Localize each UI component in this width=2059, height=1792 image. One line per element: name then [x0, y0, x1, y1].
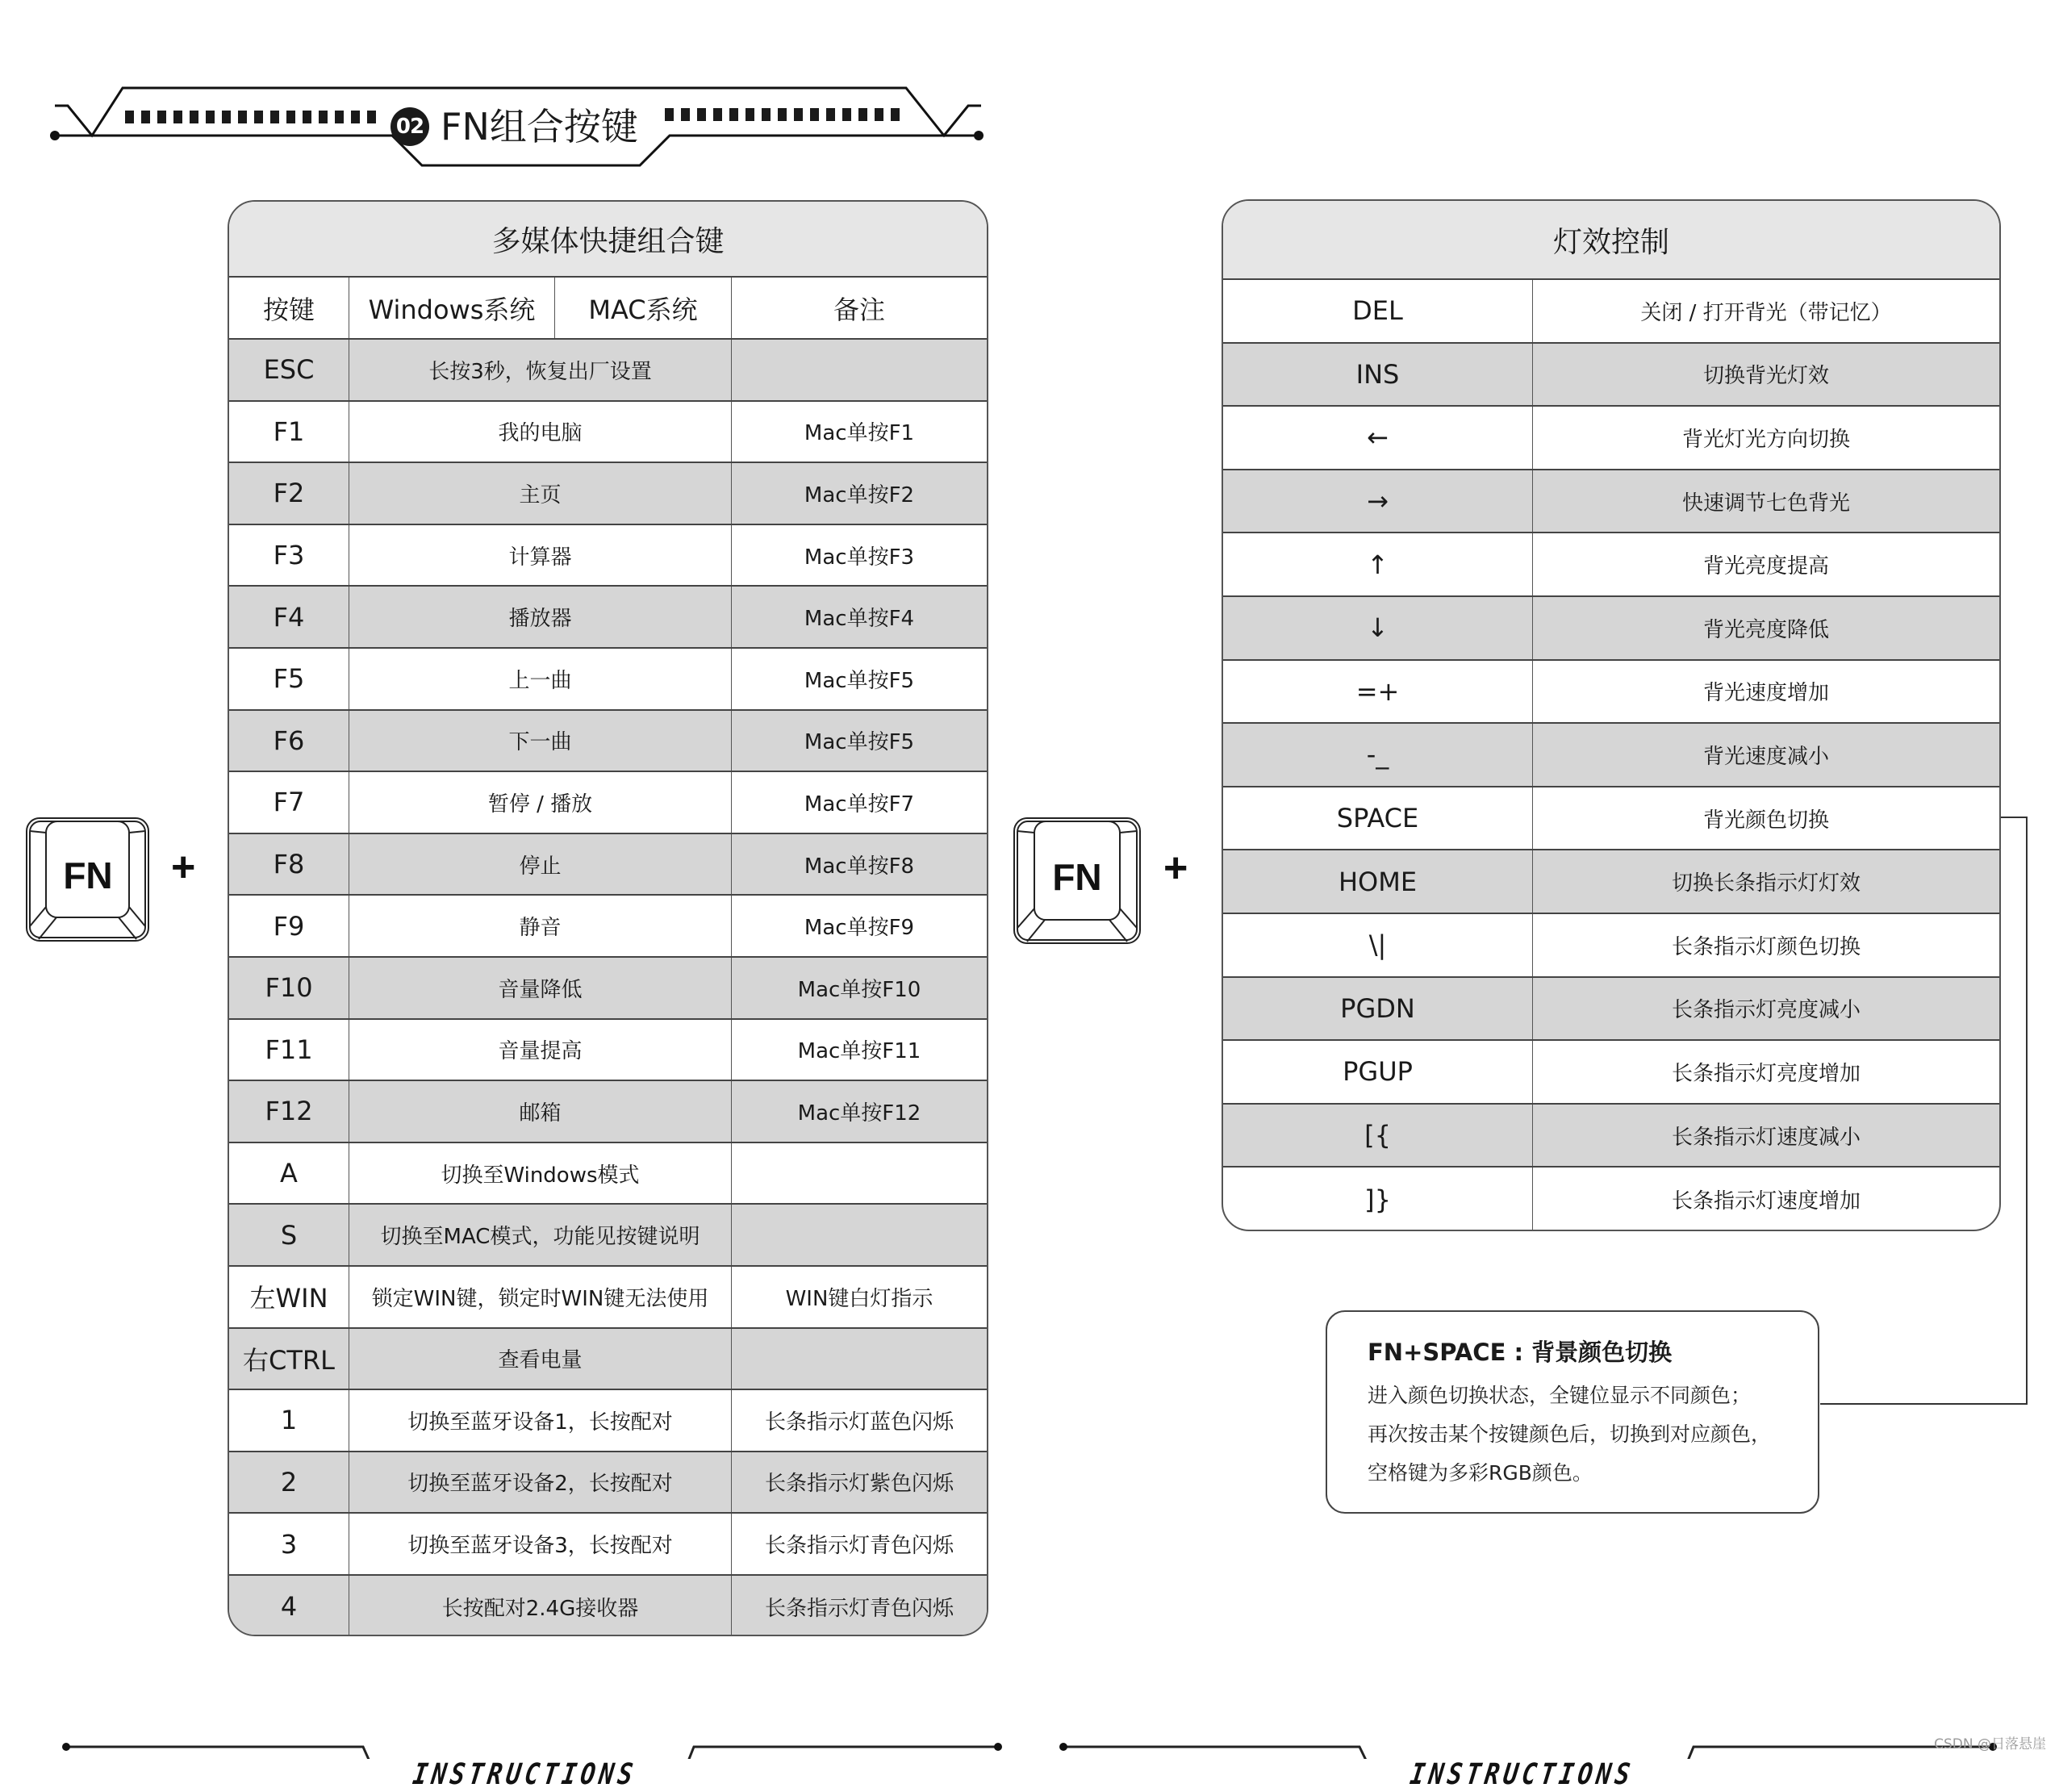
note-cell: 长条指示灯青色闪烁 — [764, 1534, 954, 1559]
key-cell: 1 — [229, 1390, 349, 1451]
function-cell: 切换至蓝牙设备1，长按配对 — [349, 1390, 732, 1451]
function-cell: 音量降低 — [349, 958, 732, 1018]
table-row — [229, 1452, 987, 1514]
note-cell — [732, 1205, 987, 1265]
table-row — [1223, 1105, 1999, 1168]
table-row — [1223, 850, 1999, 914]
key-cell: F2 — [229, 463, 349, 524]
function-cell: 长按配对2.4G接收器 — [349, 1576, 732, 1636]
key-cell: F11 — [229, 1020, 349, 1080]
page-title: FN组合按键 — [441, 105, 638, 148]
table-row — [229, 1020, 987, 1082]
note-cell: Mac单按F8 — [804, 854, 915, 879]
multimedia-shortcut-table — [228, 200, 988, 1636]
key-cell: → — [1223, 470, 1533, 533]
function-cell: 长条指示灯速度增加 — [1671, 1189, 1861, 1214]
fn-key-label: FN — [1052, 856, 1102, 898]
function-cell: 背光速度减小 — [1702, 744, 1829, 769]
table-row — [229, 402, 987, 464]
function-cell: 停止 — [349, 834, 732, 895]
function-cell: 下一曲 — [349, 711, 732, 771]
note-cell: Mac单按F2 — [804, 482, 915, 508]
table-row — [229, 1576, 987, 1636]
fn-key-icon — [1016, 820, 1138, 944]
function-cell: 切换至Windows模式 — [349, 1143, 732, 1204]
lighting-control-table — [1222, 199, 2001, 1231]
note-cell: Mac单按F12 — [797, 1101, 921, 1126]
note-cell: Mac单按F3 — [804, 545, 915, 570]
key-cell: 4 — [229, 1576, 349, 1636]
note-cell: Mac单按F9 — [804, 916, 915, 941]
key-cell: PGDN — [1223, 978, 1533, 1040]
table-row — [229, 711, 987, 773]
note-cell: Mac单按F4 — [804, 607, 915, 632]
callout-line: 空格键为多彩RGB颜色。 — [1368, 1461, 1593, 1485]
column-header-windows: Windows系统 — [349, 278, 555, 338]
note-cell — [732, 340, 987, 400]
function-cell: 主页 — [349, 463, 732, 524]
function-cell: 锁定WIN键，锁定时WIN键无法使用 — [349, 1267, 732, 1327]
function-cell: 背光亮度降低 — [1702, 617, 1829, 642]
key-cell: 左WIN — [229, 1267, 349, 1327]
function-cell: 关闭 / 打开背光（带记忆） — [1640, 300, 1892, 325]
key-cell: F10 — [229, 958, 349, 1018]
table-row — [229, 958, 987, 1020]
table-row — [1223, 1168, 1999, 1231]
footer-instructions-right: INSTRUCTIONS — [1408, 1757, 1636, 1792]
table-row — [229, 834, 987, 896]
note-cell: WIN键白灯指示 — [785, 1286, 933, 1311]
table-row — [229, 1267, 987, 1329]
function-cell: 背光亮度提高 — [1702, 554, 1829, 579]
function-cell: 音量提高 — [349, 1020, 732, 1080]
table-row — [229, 1081, 987, 1143]
key-cell: INS — [1223, 344, 1533, 406]
table-row — [229, 649, 987, 711]
key-cell: F3 — [229, 525, 349, 586]
table-row — [1223, 787, 1999, 851]
table-row — [1223, 470, 1999, 534]
table-row — [1223, 280, 1999, 344]
table-row — [229, 896, 987, 958]
table-row — [229, 340, 987, 402]
table-row — [1223, 407, 1999, 470]
fn-key-icon — [27, 818, 149, 942]
key-cell: DEL — [1223, 280, 1533, 342]
key-cell: ]} — [1223, 1168, 1533, 1231]
table-row — [229, 772, 987, 834]
function-cell: 查看电量 — [349, 1329, 732, 1389]
note-cell: Mac单按F10 — [797, 977, 921, 1002]
function-cell: 播放器 — [349, 587, 732, 647]
note-cell: Mac单按F5 — [804, 730, 915, 755]
key-cell: -_ — [1223, 724, 1533, 786]
note-cell: 长条指示灯蓝色闪烁 — [764, 1410, 954, 1435]
table-row — [1223, 661, 1999, 725]
function-cell: 上一曲 — [349, 649, 732, 709]
function-cell: 切换至蓝牙设备2，长按配对 — [349, 1452, 732, 1513]
key-cell: [{ — [1223, 1105, 1533, 1167]
table-title: 多媒体快捷组合键 — [229, 202, 987, 278]
note-cell: Mac单按F7 — [804, 792, 915, 817]
table-title: 灯效控制 — [1223, 201, 1999, 280]
key-cell: PGUP — [1223, 1041, 1533, 1103]
header-dashes-right — [665, 108, 900, 121]
watermark: CSDN @日落悬崖 — [1934, 1736, 2046, 1752]
function-cell: 快速调节七色背光 — [1681, 491, 1850, 516]
key-cell: \| — [1223, 914, 1533, 976]
key-cell: S — [229, 1205, 349, 1265]
function-cell: 长条指示灯速度减小 — [1671, 1125, 1861, 1150]
function-cell: 切换长条指示灯灯效 — [1671, 871, 1861, 896]
column-header-note: 备注 — [833, 294, 885, 325]
function-cell: 静音 — [349, 896, 732, 956]
note-cell: 长条指示灯紫色闪烁 — [764, 1472, 954, 1497]
key-cell: SPACE — [1223, 787, 1533, 850]
note-cell: Mac单按F5 — [804, 668, 915, 693]
key-cell: 3 — [229, 1514, 349, 1574]
section-number-badge: 02 — [390, 107, 429, 146]
key-cell: F9 — [229, 896, 349, 956]
function-cell: 长条指示灯颜色切换 — [1671, 934, 1861, 959]
key-cell: F1 — [229, 402, 349, 462]
table-row — [229, 1514, 987, 1576]
table-row — [229, 587, 987, 649]
plus-icon: + — [1163, 845, 1188, 892]
header-dashes-left — [125, 111, 376, 123]
key-cell: HOME — [1223, 850, 1533, 913]
table-row — [1223, 533, 1999, 597]
fn-space-callout — [1326, 1310, 1819, 1514]
key-cell: ← — [1223, 407, 1533, 469]
key-cell: F12 — [229, 1081, 349, 1142]
footer-instructions-left: INSTRUCTIONS — [411, 1757, 639, 1792]
function-cell: 切换至蓝牙设备3，长按配对 — [349, 1514, 732, 1574]
key-cell: ↓ — [1223, 597, 1533, 659]
function-cell: 切换至MAC模式，功能见按键说明 — [349, 1205, 732, 1265]
function-cell: 邮箱 — [349, 1081, 732, 1142]
key-cell: ESC — [229, 340, 349, 400]
key-cell: 2 — [229, 1452, 349, 1513]
note-cell — [732, 1329, 987, 1389]
key-cell: F4 — [229, 587, 349, 647]
key-cell: ↑ — [1223, 533, 1533, 595]
note-cell: Mac单按F1 — [804, 421, 915, 446]
table-row — [229, 1205, 987, 1267]
table-row — [1223, 344, 1999, 407]
column-header-key: 按键 — [229, 278, 349, 338]
callout-line: 再次按击某个按键颜色后，切换到对应颜色， — [1368, 1422, 1772, 1446]
table-row — [229, 1329, 987, 1391]
column-header-mac: MAC系统 — [555, 278, 732, 338]
table-row — [229, 1143, 987, 1205]
key-cell: A — [229, 1143, 349, 1204]
callout-line: 进入颜色切换状态，全键位显示不同颜色； — [1368, 1384, 1752, 1407]
key-cell: 右CTRL — [229, 1329, 349, 1389]
table-row — [1223, 724, 1999, 787]
table-row — [1223, 978, 1999, 1042]
table-row — [229, 463, 987, 525]
table-row — [229, 525, 987, 587]
function-cell: 长条指示灯亮度减小 — [1671, 998, 1861, 1023]
table-row — [229, 1390, 987, 1452]
table-row — [1223, 914, 1999, 978]
table-header-row — [229, 278, 987, 340]
function-cell: 计算器 — [349, 525, 732, 586]
table-row — [1223, 597, 1999, 661]
callout-title: FN+SPACE : 背景颜色切换 — [1368, 1339, 1673, 1366]
table-row — [1223, 1041, 1999, 1105]
function-cell: 长条指示灯亮度增加 — [1671, 1061, 1861, 1086]
note-cell — [732, 1143, 987, 1204]
function-cell: 背光灯光方向切换 — [1681, 427, 1850, 452]
function-cell: 暂停 / 播放 — [349, 772, 732, 833]
note-cell: Mac单按F11 — [797, 1039, 921, 1064]
note-cell: 长条指示灯青色闪烁 — [764, 1596, 954, 1621]
plus-icon: + — [171, 844, 196, 891]
function-cell: 背光速度增加 — [1702, 681, 1829, 706]
key-cell: F6 — [229, 711, 349, 771]
fn-key-label: FN — [63, 854, 113, 896]
function-cell: 我的电脑 — [349, 402, 732, 462]
key-cell: F8 — [229, 834, 349, 895]
function-cell: 切换背光灯效 — [1702, 364, 1829, 389]
key-cell: =+ — [1223, 661, 1533, 723]
key-cell: F7 — [229, 772, 349, 833]
function-cell: 背光颜色切换 — [1702, 808, 1829, 833]
key-cell: F5 — [229, 649, 349, 709]
function-cell: 长按3秒，恢复出厂设置 — [349, 340, 732, 400]
